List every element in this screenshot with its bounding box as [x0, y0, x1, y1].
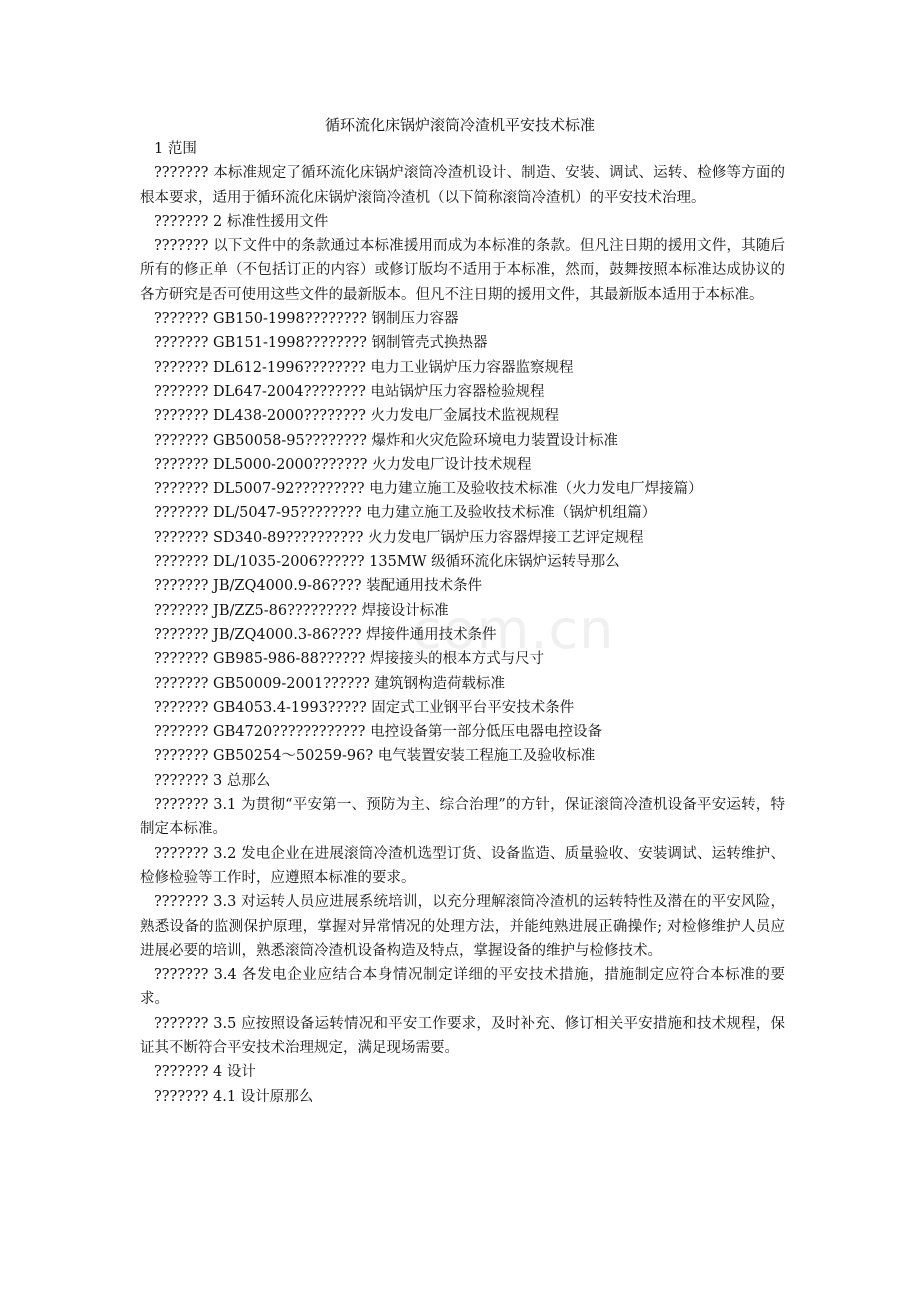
reference-item: ??????? JB/ZQ4000.3-86???? 焊接件通用技术条件 — [154, 626, 497, 643]
section-scope-heading: 1 范围 — [154, 141, 197, 157]
reference-item: ??????? GB985-986-88?????? 焊接接头的根本方式与尺寸 — [154, 651, 545, 668]
section-design-principles-heading: ??????? 4.1 设计原那么 — [154, 1088, 314, 1105]
reference-item: ??????? DL612-1996???????? 电力工业锅炉压力容器监察规程 — [154, 359, 574, 376]
paragraph-3-3: ??????? 3.3 对运转人员应进展系统培训，以充分理解滚筒冷渣机的运转特性及潜在的平安风险，熟悉设备的监测保护原理，掌握对异常情况的处理方法，并能纯熟进展正确操作; 对检修维护人员应进展必要的培训，熟悉滚筒冷渣机设备构造及特点，掌握设备的维护与检修技术。 — [140, 894, 785, 959]
reference-item: ??????? GB4053.4-1993????? 固定式工业钢平台平安技术条件 — [154, 699, 575, 716]
watermark: com.cn — [412, 598, 615, 661]
reference-item: ??????? GB150-1998???????? 钢制压力容器 — [154, 311, 459, 328]
reference-item: ??????? GB4720???????????? 电控设备第一部分低压电器电控设备 — [154, 724, 603, 741]
reference-item: ??????? GB50058-95???????? 爆炸和火灾危险环境电力装置设计标准 — [154, 432, 619, 449]
paragraph-scope: ??????? 本标准规定了循环流化床锅炉滚筒冷渣机设计、制造、安装、调试、运转、检修等方面的根本要求，适用于循环流化床锅炉滚筒冷渣机（以下简称滚筒冷渣机）的平安技术治理。 — [140, 165, 785, 206]
section-general-heading: ??????? 3 总那么 — [154, 772, 271, 789]
paragraph-3-2: ??????? 3.2 发电企业在进展滚筒冷渣机选型订货、设备监造、质量验收、安装调试、运转维护、检修检验等工作时，应遵照本标准的要求。 — [140, 845, 785, 886]
reference-item: ??????? JB/ZZ5-86????????? 焊接设计标准 — [154, 602, 449, 619]
reference-item: ??????? GB50254～50259-96? 电气装置安装工程施工及验收标准 — [154, 748, 596, 765]
reference-item: ??????? SD340-89?????????? 火力发电厂锅炉压力容器焊接工艺评定规程 — [154, 529, 644, 546]
paragraph-references-intro: ??????? 以下文件中的条款通过本标准援用而成为本标准的条款。但凡注日期的援用文件，其随后所有的修正单（不包括订正的内容）或修订版均不适用于本标准，然而，鼓舞按照本标准达成协议的各方研究是否可使用这些文件的最新版本。但凡不注日期的援用文件，其最新版本适用于本标准。 — [140, 238, 785, 303]
section-references-heading: ??????? 2 标准性援用文件 — [154, 213, 329, 230]
reference-item: ??????? DL/5047-95???????? 电力建立施工及验收技术标准（锅炉机组篇） — [154, 505, 657, 522]
reference-item: ??????? DL5007-92????????? 电力建立施工及验收技术标准（火力发电厂焊接篇） — [154, 481, 703, 498]
paragraph-3-5: ??????? 3.5 应按照设备运转情况和平安工作要求，及时补充、修订相关平安措施和技术规程，保证其不断符合平安技术治理规定，满足现场需要。 — [140, 1015, 785, 1056]
document-body — [140, 137, 785, 1109]
reference-item: ??????? DL438-2000???????? 火力发电厂金属技术监视规程 — [154, 408, 560, 425]
reference-item: ??????? DL647-2004???????? 电站锅炉压力容器检验规程 — [154, 383, 545, 400]
paragraph-3-1: ??????? 3.1 为贯彻“平安第一、预防为主、综合治理”的方针，保证滚筒冷渣机设备平安运转，特制定本标准。 — [140, 797, 785, 838]
reference-item: ??????? DL5000-2000??????? 火力发电厂设计技术规程 — [154, 456, 532, 473]
paragraph-3-4: ??????? 3.4 各发电企业应结合本身情况制定详细的平安技术措施，措施制定应符合本标准的要求。 — [140, 967, 785, 1008]
section-design-heading: ??????? 4 设计 — [154, 1064, 256, 1081]
reference-item: ??????? DL/1035-2006?????? 135MW 级循环流化床锅炉运转导那么 — [154, 554, 620, 571]
reference-item: ??????? GB151-1998???????? 钢制管壳式换热器 — [154, 335, 488, 352]
document-title: 循环流化床锅炉滚筒冷渣机平安技术标准 — [324, 116, 595, 134]
reference-item: ??????? GB50009-2001?????? 建筑钢构造荷载标准 — [154, 675, 505, 692]
reference-item: ??????? JB/ZQ4000.9-86???? 装配通用技术条件 — [154, 578, 483, 595]
